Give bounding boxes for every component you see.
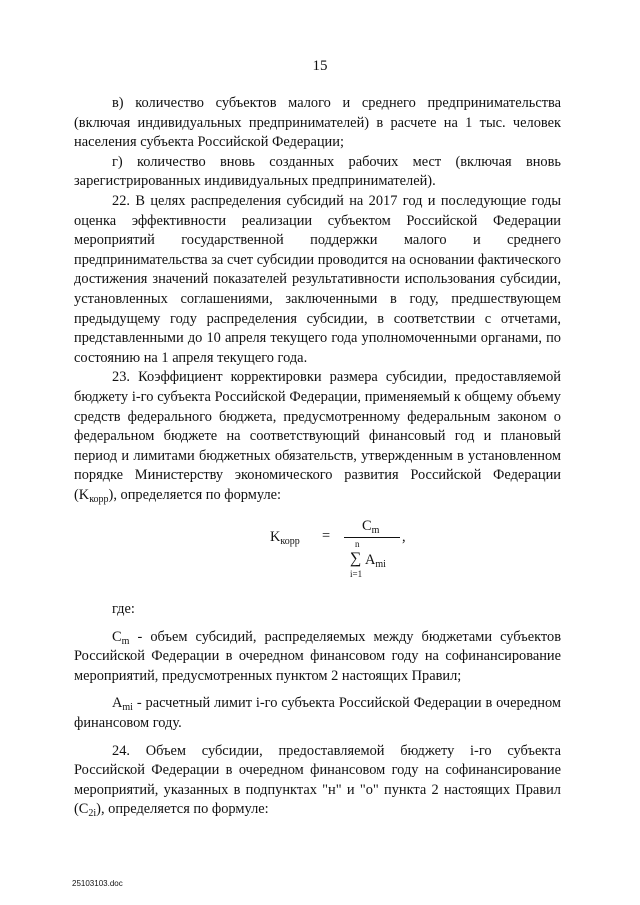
sum-sign: ∑ [350,550,362,567]
definition-ami-subscript: mi [122,702,133,714]
footer-filename: 25103103.doc [72,879,123,888]
k-corr-formula [270,518,440,580]
fraction-bar [344,537,400,538]
document-body [74,94,561,505]
definition-ami-text: - расчетный лимит i-го субъекта Российской Федерации в очередном финансовом году. [74,695,561,731]
numerator-subscript: m [371,525,380,536]
definition-cm-symbol: C [112,628,122,645]
definition-cm [74,628,561,687]
page-number: 15 [312,58,328,74]
formula-lhs [270,529,300,546]
formula-denominator [350,539,410,579]
definition-cm-text: - объем субсидий, распределяемых между бюджетами субъектов Российской Федерации в очередном финансовом году на софинансирование мероприятий, предусмотренных пунктом 2 настоящих Правил; [74,628,561,684]
paragraph-23-text: 23. Коэффициент корректировки размера субсидии, предоставляемой бюджету i-го субъекта Российской Федерации, применяемый к общему объему средств федерального бюджета, предусмотренному федеральным законом о федеральном бюджете на соответствующий финансовый год и плановый период и лимитами бюджетных обязательств, утвержденным в установленном порядке Министерству экономического развития Российской Федерации (K [74,369,561,503]
formula-comma: , [402,529,406,545]
sum-term [365,552,386,569]
sum-upper-limit: n [355,539,360,549]
sum-lower-limit: i=1 [350,569,363,579]
definition-ami-symbol: A [112,695,123,712]
formula-lhs-symbol: K [270,529,281,545]
numerator-symbol: C [362,518,372,534]
paragraph-23-tail: ), определяется по формуле: [108,486,282,503]
formula-numerator [362,518,379,535]
formula-definitions [74,600,561,820]
paragraph-24-text: 24. Объем субсидии, предоставляемой бюджету i-го субъекта Российской Федерации в очередном финансовом году на софинансирование мероприятий, указанных в подпунктах "н" и "о" пункта 2 настоящих Правил (C [74,742,561,818]
definition-ami [74,694,561,733]
c2i-subscript: 2i [88,808,97,820]
paragraph-g: г) количество вновь созданных рабочих мест (включая вновь зарегистрированных индивидуальных предпринимателей). [74,153,561,190]
k-corr-subscript: корр [89,493,109,505]
formula-equals: = [322,528,331,544]
paragraph-22: 22. В целях распределения субсидий на 2017 год и последующие годы оценка эффективности реализации субъектом Российской Федерации мероприятий государственной поддержки малого и среднего предпринимательства за счет субсидии проводится на основании фактического достижения значений показателей результативности использования субсидии, установленных соглашениями, заключенными в году, предшествующем предыдущему году распределения субсидии, в соответствии с отчетами, представленными до 10 апреля текущего года уполномоченными органами, по состоянию на 1 апреля текущего года. [74,192,561,366]
paragraph-v: в) количество субъектов малого и среднего предпринимательства (включая индивидуальных предпринимателей) в расчете на 1 тыс. человек населения субъекта Российской Федерации; [74,95,561,151]
definition-cm-subscript: m [121,635,130,647]
sum-term-symbol: A [365,552,376,568]
paragraph-23 [74,368,561,505]
formula-lhs-subscript: корр [280,536,300,547]
where-label: где: [112,601,135,617]
sum-term-subscript: mi [375,559,386,570]
paragraph-24 [74,742,561,820]
paragraph-24-tail: ), определяется по формуле: [96,801,269,818]
